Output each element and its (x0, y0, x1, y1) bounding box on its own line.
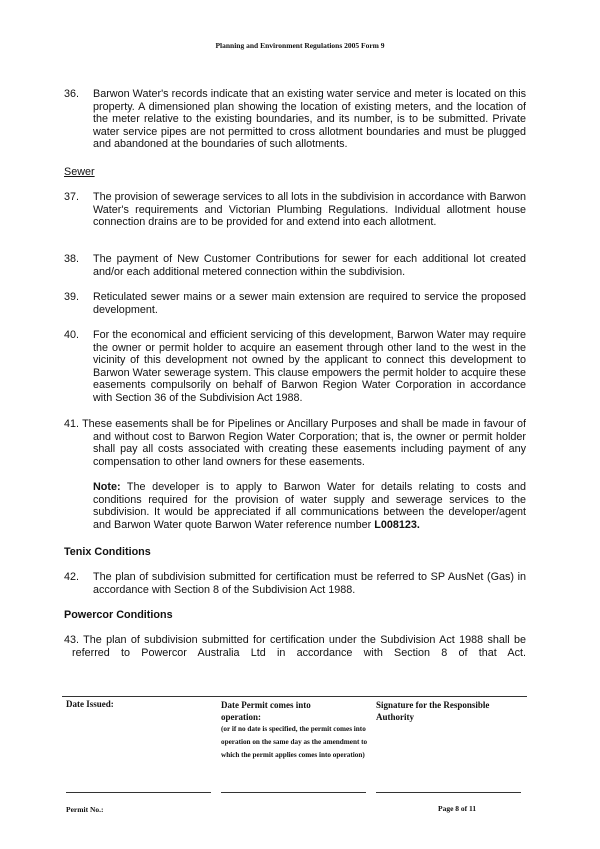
condition-40 (64, 329, 526, 405)
condition-number: 36. (64, 88, 80, 100)
condition-text: For the economical and efficient servicing of this development, Barwon Water may require the owner or permit holder to acquire an easement through other land to the west in the vicinity of this development not owned by the applicant to connect this development to Barwon Water sewerage system. This clause empowers the permit holder to acquire these easements compulsorily on behalf of Barwon Region Water Corporation in accordance with Section 36 of the Subdivision Act 1988. (93, 329, 526, 404)
condition-text: These easements shall be for Pipelines or Ancillary Purposes and shall be made in favour of and without cost to Barwon Region Water Corporation; that is, the owner or permit holder shall pay all costs associated with creating these easements including payment of any compensation to other land owners for these easements. (82, 418, 526, 468)
date-permit-label: Date Permit comes into (221, 700, 311, 710)
note-block (93, 481, 526, 531)
signature-line (376, 792, 521, 793)
condition-42 (64, 571, 526, 596)
page-header: Planning and Environment Regulations 2005 Form 9 (215, 41, 385, 50)
condition-43 (64, 634, 526, 659)
condition-number: 38. (64, 253, 80, 265)
powercor-heading: Powercor Conditions (64, 609, 173, 621)
date-issued-label: Date Issued: (66, 699, 114, 709)
condition-39 (64, 291, 526, 316)
condition-text: The payment of New Customer Contributions for sewer for each additional lot created and/or each additional metered connection within the subdivision. (93, 253, 526, 278)
reference-number: L008123. (374, 518, 420, 531)
condition-text: The plan of subdivision submitted for certification under the Subdivision Act 1988 shall be referred to Powercor Australia Ltd in accordance with Section 8 of that Act. (72, 634, 526, 659)
condition-37 (64, 191, 526, 229)
condition-number: 41. (64, 418, 80, 430)
condition-36 (64, 88, 526, 151)
date-permit-block (221, 699, 371, 762)
condition-text: The provision of sewerage services to all lots in the subdivision in accordance with Barwon Water's requirements and Victorian Plumbing Regulations. Individual allotment house connection drains are to be provided for and extend into each allotment. (93, 191, 526, 229)
signature-block (376, 699, 526, 723)
date-permit-note: (or if no date is specified, the permit comes into operation on the same day as the amendment to which the permit applies comes into operation) (221, 725, 368, 759)
condition-number: 42. (64, 571, 80, 583)
condition-number: 43. (64, 634, 80, 646)
condition-text: Reticulated sewer mains or a sewer main extension are required to service the proposed development. (93, 291, 526, 316)
condition-41 (64, 418, 526, 468)
sewer-heading: Sewer (64, 166, 95, 178)
signature-label-2: Authority (376, 712, 414, 722)
condition-number: 40. (64, 329, 80, 341)
tenix-heading: Tenix Conditions (64, 546, 151, 558)
page-number: Page 8 of 11 (438, 804, 477, 813)
condition-text: The plan of subdivision submitted for certification must be referred to SP AusNet (Gas) in accordance with Section 8 of the Subdivision Act 1988. (93, 571, 526, 596)
note-text: The developer is to apply to Barwon Water for details relating to costs and conditions required for the provision of water supply and sewerage services to the subdivision. It would be appreciated if all communications between the developer/agent and Barwon Water quote Barwon Water reference number (93, 481, 526, 531)
footer-top-rule (62, 696, 527, 697)
note-label: Note: (93, 481, 121, 493)
date-permit-label-2: operation: (221, 712, 261, 722)
signature-label: Signature for the Responsible (376, 700, 490, 710)
condition-number: 39. (64, 291, 80, 303)
condition-text: Barwon Water's records indicate that an existing water service and meter is located on this property. A dimensioned plan showing the location of existing meters, and the location of the meter relative to the existing boundaries, and its number, is to be submitted. Private water service pipes are not permitted to cross allotment boundaries and must be plugged and abandoned at the boundaries of such allotments. (93, 88, 526, 151)
permit-number-label: Permit No.: (66, 805, 104, 814)
condition-38 (64, 253, 526, 278)
date-permit-line (221, 792, 366, 793)
date-issued-line (66, 792, 211, 793)
condition-number: 37. (64, 191, 80, 203)
